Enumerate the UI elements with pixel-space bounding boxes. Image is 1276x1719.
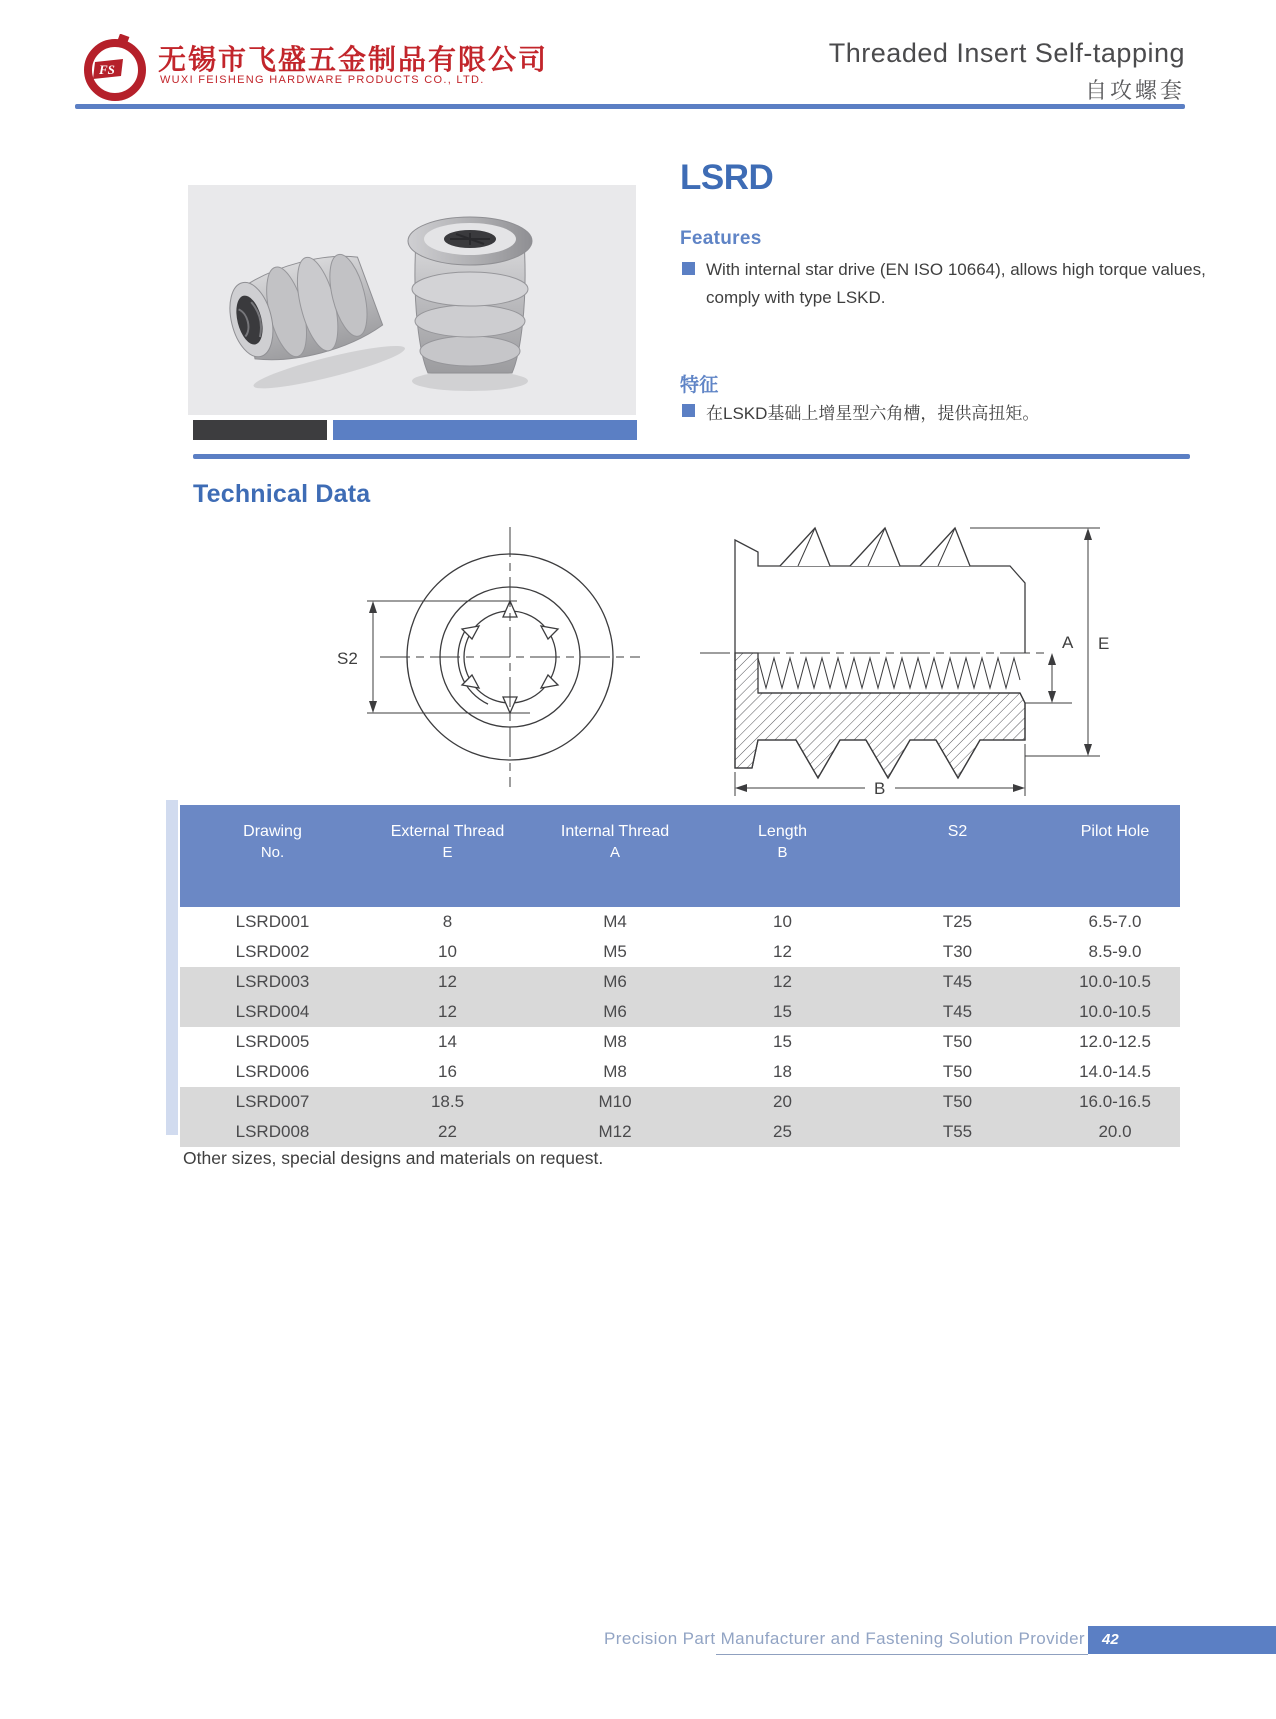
table-cell: LSRD008 <box>180 1117 365 1147</box>
table-cell: LSRD002 <box>235 942 310 961</box>
table-note: Other sizes, special designs and materials on request. <box>183 1148 604 1168</box>
dim-label-b: B <box>874 779 886 798</box>
column-header: Drawing No. <box>180 805 365 907</box>
table-cell: LSRD001 <box>235 912 310 931</box>
photo-caption-blue-bar <box>333 420 637 440</box>
table-cell: LSRD004 <box>180 997 365 1027</box>
table-header-row <box>180 805 1180 907</box>
features-heading-cn: 特征 <box>680 375 719 396</box>
table-cell: 12.0-12.5 <box>1079 1032 1151 1051</box>
table-row <box>180 1027 1180 1057</box>
column-header: S2 <box>865 805 1050 907</box>
table-row <box>180 937 1180 967</box>
product-model-heading: LSRD <box>680 158 774 197</box>
technical-data-heading: Technical Data <box>193 480 371 508</box>
feature-bullet-icon <box>682 404 695 417</box>
table-cell: 8 <box>442 912 453 931</box>
table-cell: T45 <box>865 997 1050 1027</box>
table-cell: 16 <box>438 1062 457 1081</box>
logo-monogram: FS <box>99 62 115 77</box>
column-header: Length B <box>700 805 865 907</box>
table-cell: 10 <box>438 942 457 961</box>
table-cell: 12 <box>700 967 865 997</box>
table-row <box>180 967 1180 997</box>
table-cell: M10 <box>530 1087 700 1117</box>
table-cell: 25 <box>700 1117 865 1147</box>
table-cell: T45 <box>865 967 1050 997</box>
table-cell: M6 <box>530 997 700 1027</box>
table-cell: M5 <box>603 942 627 961</box>
table-cell: M6 <box>530 967 700 997</box>
table-cell: T25 <box>942 912 973 931</box>
page-title-cn: 自攻螺套 <box>1084 78 1185 103</box>
dim-label-s2: S2 <box>337 649 358 668</box>
table-cell: 20.0 <box>1050 1117 1180 1147</box>
table-row <box>180 1117 1180 1147</box>
page-number-badge <box>1088 1626 1276 1654</box>
table-cell: 10.0-10.5 <box>1050 967 1180 997</box>
table-cell: 22 <box>365 1117 530 1147</box>
dim-label-a: A <box>1062 633 1074 652</box>
column-header: External Thread E <box>365 805 530 907</box>
feature-bullet-icon <box>682 262 695 275</box>
company-logo <box>82 34 148 102</box>
page-title-en: Threaded Insert Self-tapping <box>828 38 1185 68</box>
features-heading-en: Features <box>680 228 762 249</box>
table-cell: M8 <box>603 1062 627 1081</box>
table-cell: 16.0-16.5 <box>1050 1087 1180 1117</box>
company-name-cn: 无锡市飞盛五金制品有限公司 <box>158 44 549 75</box>
table-cell: 15 <box>773 1032 792 1051</box>
photo-caption-dark-bar <box>193 420 327 440</box>
table-cell: T30 <box>942 942 973 961</box>
table-body <box>180 907 1180 1147</box>
table-cell: 20 <box>700 1087 865 1117</box>
spec-table <box>180 805 1180 1147</box>
table-cell: 6.5-7.0 <box>1088 912 1142 931</box>
table-cell: 10.0-10.5 <box>1050 997 1180 1027</box>
feature-text-en: With internal star drive (EN ISO 10664), allows high torque values, comply with type LSKD. <box>706 260 1206 307</box>
table-cell: M8 <box>603 1032 627 1051</box>
table-cell: T55 <box>865 1117 1050 1147</box>
table-row <box>180 1057 1180 1087</box>
insert-tilted <box>221 240 408 398</box>
section-rule <box>193 454 1190 459</box>
table-cell: T50 <box>865 1087 1050 1117</box>
table-cell: 10 <box>773 912 792 931</box>
table-cell: LSRD006 <box>235 1062 310 1081</box>
table-cell: 12 <box>773 942 792 961</box>
table-cell: T50 <box>942 1062 973 1081</box>
column-header: Pilot Hole <box>1050 805 1180 907</box>
table-cell: T50 <box>942 1032 973 1051</box>
product-photo-render <box>188 185 636 415</box>
table-cell: M4 <box>603 912 627 931</box>
table-cell: 18 <box>773 1062 792 1081</box>
table-cell: 12 <box>365 997 530 1027</box>
table-cell: M12 <box>530 1117 700 1147</box>
header-rule <box>75 104 1185 109</box>
table-cell: 14 <box>438 1032 457 1051</box>
table-cell: LSRD007 <box>180 1087 365 1117</box>
table-cell: LSRD003 <box>180 967 365 997</box>
table-cell: LSRD005 <box>235 1032 310 1051</box>
company-name-en: WUXI FEISHENG HARDWARE PRODUCTS CO., LTD. <box>160 74 485 86</box>
table-cell: 12 <box>365 967 530 997</box>
table-cell: 8.5-9.0 <box>1088 942 1142 961</box>
table-cell: 15 <box>700 997 865 1027</box>
footer-rule <box>716 1654 1088 1655</box>
page-number: 42 <box>1102 1631 1119 1648</box>
footer-tagline: Precision Part Manufacturer and Fastening Solution Provider <box>604 1629 1085 1648</box>
feature-text-cn: 在LSKD基础上增星型六角槽，提供高扭矩。 <box>706 404 1040 423</box>
table-cell: 18.5 <box>365 1087 530 1117</box>
product-photo <box>188 185 636 415</box>
front-view-drawing <box>285 515 705 800</box>
table-row <box>180 997 1180 1027</box>
table-accent-strip <box>166 800 178 1135</box>
dim-label-e: E <box>1098 634 1110 653</box>
section-view-drawing <box>680 488 1120 818</box>
table-cell: 14.0-14.5 <box>1079 1062 1151 1081</box>
table-row <box>180 1087 1180 1117</box>
insert-upright <box>408 217 532 391</box>
table-row <box>180 907 1180 937</box>
column-header: Internal Thread A <box>530 805 700 907</box>
